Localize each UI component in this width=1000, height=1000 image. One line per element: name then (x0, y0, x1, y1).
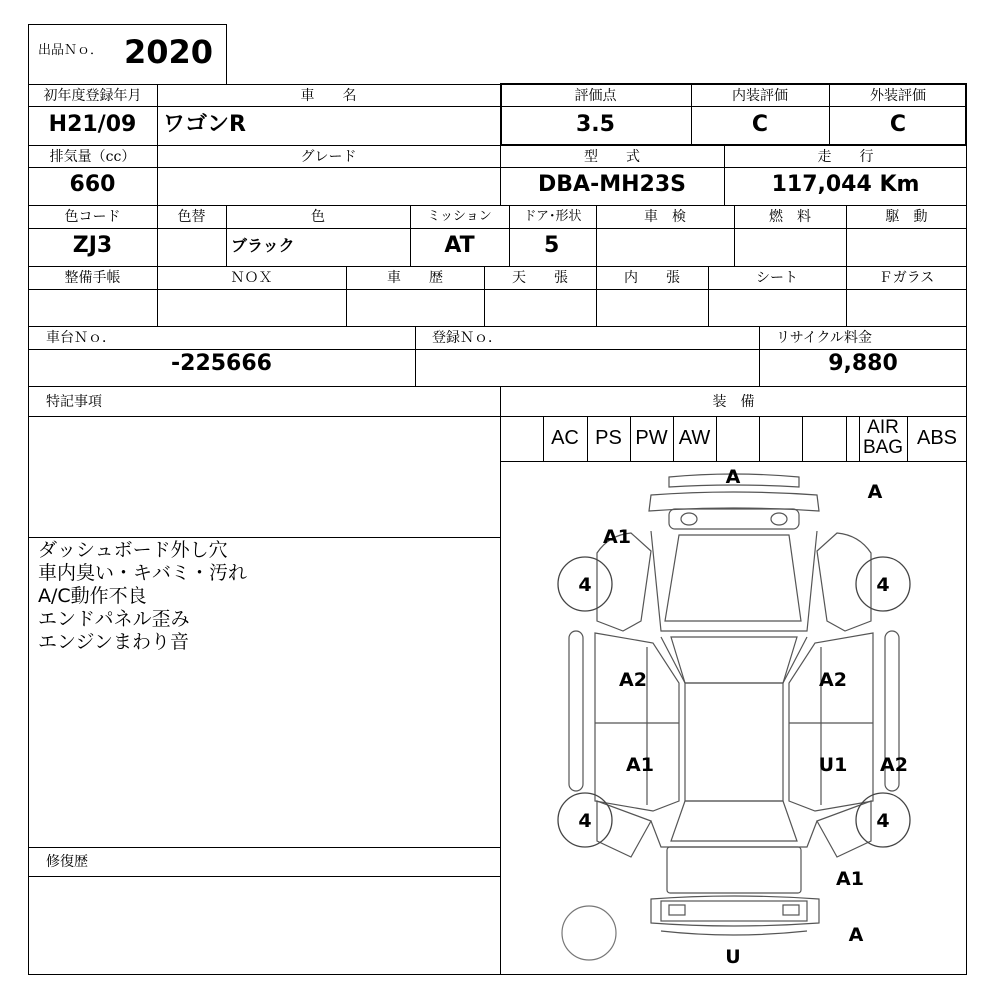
model-value: DBA-MH23S (538, 172, 686, 197)
score-label: 評価点 (574, 88, 617, 104)
car-name-label: 車 名 (300, 88, 357, 104)
color-code-label: 色コード (64, 209, 121, 225)
nox-label: ＮＯＸ (230, 270, 273, 286)
roof-lining-label: 天 張 (512, 270, 568, 286)
mission-value: AT (444, 233, 475, 258)
service-book-label: 整備手帳 (64, 270, 121, 286)
equipment-label: 装 備 (712, 394, 755, 410)
mileage-label: 走 行 (817, 149, 874, 165)
drive-label: 駆 動 (885, 209, 928, 225)
lot-number: 2020 (124, 33, 214, 71)
exterior-value: C (889, 112, 907, 137)
chassis-label: 車台Ｎｏ． (46, 330, 116, 346)
equipment-aw: AW (678, 427, 711, 449)
mileage-value: 117,044 Km (771, 172, 920, 197)
mark-front-right: A (867, 481, 883, 503)
note-line: ダッシュボード外し穴 (38, 539, 228, 561)
special-notes-label: 特記事項 (46, 394, 102, 410)
equipment-abs: ABS (916, 427, 958, 449)
color-change-label: 色替 (177, 209, 206, 225)
interior-label: 内装評価 (732, 88, 788, 104)
car-diagram (501, 461, 967, 975)
mark-rear-corner: A (848, 924, 864, 946)
mark-front-bumper: A (725, 466, 741, 488)
tire-rear-right-value: 4 (876, 810, 890, 832)
note-line: A/C動作不良 (38, 585, 147, 607)
color-value: ブラック (231, 236, 295, 255)
color-code-value: ZJ3 (72, 233, 113, 258)
door-value: 5 (544, 233, 560, 258)
interior-value: C (751, 112, 769, 137)
mark-front-left-fender: A1 (603, 526, 631, 548)
car-name-value: ワゴンR (163, 112, 246, 137)
recycle-value: 9,880 (828, 351, 898, 376)
note-line: エンドパネル歪み (38, 608, 190, 630)
displacement-value: 660 (69, 172, 116, 197)
notes-list (38, 539, 247, 654)
mark-rear-bumper: U (725, 946, 741, 968)
chassis-value: -225666 (171, 351, 272, 376)
equipment-ps: PS (595, 427, 622, 449)
displacement-label: 排気量（cc） (49, 149, 136, 165)
mark-rear-right: A1 (836, 868, 864, 890)
repair-history-label: 修復歴 (46, 854, 88, 870)
color-label: 色 (311, 209, 325, 225)
equipment-ac: AC (551, 427, 579, 449)
mark-left-front-door: A2 (619, 669, 647, 691)
interior-trim-label: 内 張 (624, 270, 680, 286)
mark-right-side: A2 (880, 754, 908, 776)
fuel-label: 燃 料 (769, 209, 811, 225)
score-value: 3.5 (576, 112, 615, 137)
front-glass-label: Ｆガラス (878, 270, 935, 286)
door-label: ドア･形状 (523, 209, 582, 224)
first-reg-value: H21/09 (48, 112, 137, 137)
mark-right-rear-door: U1 (818, 754, 848, 776)
seat-label: シート (756, 270, 798, 286)
note-line: エンジンまわり音 (38, 631, 190, 653)
car-history-label: 車 歴 (387, 270, 443, 286)
equipment-airbag: AIR BAG (862, 417, 904, 458)
tire-front-left-value: 4 (578, 574, 592, 596)
inspection-label: 車 検 (644, 209, 686, 225)
tire-rear-left-value: 4 (578, 810, 592, 832)
registration-label: 登録Ｎｏ． (432, 330, 502, 346)
note-line: 車内臭い・キバミ・汚れ (38, 562, 248, 584)
mark-left-rear-door: A1 (626, 754, 654, 776)
model-label: 型 式 (584, 149, 640, 165)
mission-label: ミッション (427, 209, 492, 224)
tire-front-right-value: 4 (876, 574, 890, 596)
exterior-label: 外装評価 (870, 88, 926, 104)
first-reg-label: 初年度登録年月 (43, 88, 142, 104)
grade-label: グレード (300, 149, 357, 165)
lot-label: 出品Ｎｏ． (38, 43, 104, 58)
mark-right-front-door: A2 (819, 669, 847, 691)
equipment-pw: PW (635, 427, 668, 449)
recycle-label: リサイクル料金 (776, 330, 873, 346)
